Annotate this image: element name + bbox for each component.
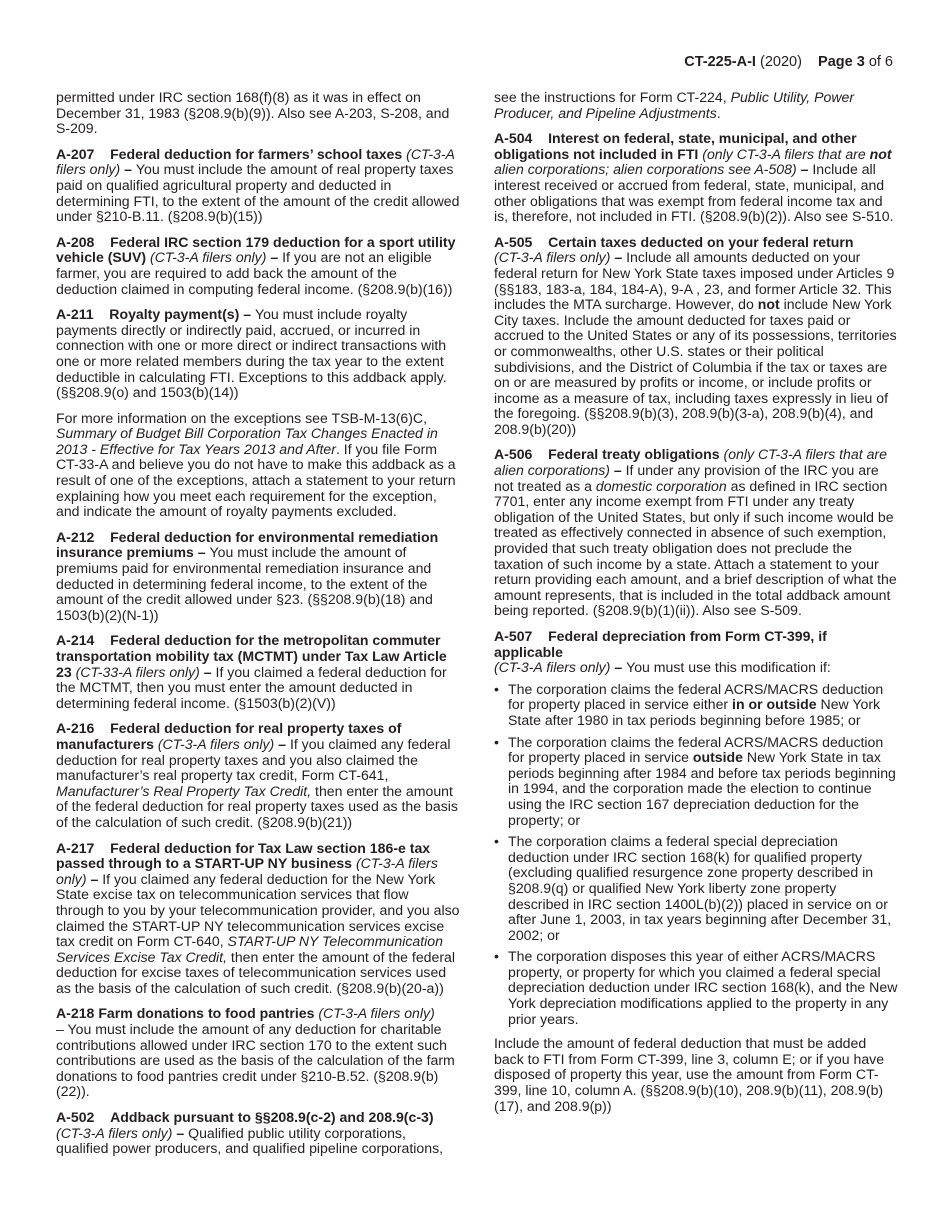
section-code: A-506 [494, 446, 533, 463]
form-title: START-UP NY Telecommunication Services Excise Tax Credit, [56, 933, 443, 965]
list-item [494, 682, 898, 729]
dash: – [609, 462, 626, 479]
section-title: Addback pursuant to §§208.9(c-2) and 208.9(c-3) [110, 1109, 434, 1126]
item-bold: in or outside [732, 696, 817, 713]
dash: – [120, 161, 136, 178]
left-column [56, 90, 460, 1167]
section-a218 [56, 1006, 460, 1100]
section-a502 [56, 1110, 460, 1157]
section-title: Federal IRC section 179 deduction for a sport utility vehicle (SUV) [56, 233, 456, 266]
filers-note: (CT-3-A filers only) [56, 855, 438, 887]
section-title: Interest on federal, state, municipal, and other obligations not included in FTI [494, 130, 857, 162]
emphasis-not: not [757, 296, 780, 313]
section-a507 [494, 629, 898, 676]
section-title: Federal treaty obligations [548, 446, 720, 463]
section-code: A-218 [56, 1005, 95, 1022]
section-title: Certain taxes deducted on your federal return [548, 233, 854, 250]
section-a506 [494, 447, 898, 619]
filers-note: (CT-3-A filers only) [318, 1005, 435, 1022]
dash: – [199, 663, 216, 680]
filers-note: (CT-3-A filers only) [150, 249, 267, 266]
section-body: If you claimed any federal deduction for real property taxes and you also claimed the manufacturer’s real property tax credit, Form CT-641, [56, 735, 451, 784]
section-title: Federal deduction for Tax Law section 186-e tax passed through to a START-UP NY business [56, 839, 431, 872]
page-of: of 6 [868, 54, 893, 70]
tsb-reference-paragraph [56, 411, 460, 520]
filers-note: (only CT-3-A filers that are alien corporations) [494, 446, 887, 479]
filers-note: (CT-3-A filers only) [56, 1124, 173, 1141]
list-item [494, 735, 898, 829]
section-body: Qualified public utility corporations, qualified power producers, and qualified pipeline corporations, [56, 1124, 444, 1157]
section-title: Federal deduction for farmers’ school taxes [110, 145, 403, 162]
item-pre: The corporation claims the federal ACRS/MACRS deduction for property placed in service [508, 733, 884, 766]
section-code: A-216 [56, 720, 95, 737]
section-body: If under any provision of the IRC you are not treated as a [494, 462, 879, 494]
section-code: A-502 [56, 1109, 95, 1126]
section-title: Federal deduction for the metropolitan commuter transportation mobility tax (MCTMT) under Tax Law Article 23 [56, 632, 447, 680]
section-body-cont: as defined in IRC section 7701, enter any income exempt from FTI under any treaty obligation of the United States, but only if such income would be treated as effectively connected in absence of such exemption, provided that such treaty obligation does not preclude the taxation of such income by a state. Attach a statement to your return providing each amount, and a brief description of what the amount represents, that is included in the total addback amount being reported. (§208.9(b)(1)(ii)). Also see S-509. [494, 477, 897, 619]
section-code: A-504 [494, 130, 533, 147]
section-body: You must use this modification if: [626, 659, 831, 676]
section-body: You must include the amount of real property taxes paid on qualified agricultural property and deducted in determining FTI, to the extent of the amount of the credit allowed under §210-B.11. (§208.9(b)(15)) [56, 161, 460, 225]
item-pre: The corporation claims the federal ACRS/MACRS deduction for property placed in service either [508, 680, 884, 713]
tsb-pre: For more information on the exceptions see TSB-M-13(6)C, [56, 409, 428, 426]
paragraph-continuation: permitted under IRC section 168(f)(8) as it was in effect on December 31, 1983 (§208.9(b)(9)). Also see A-203, S-208, and S-209. [56, 89, 450, 137]
list-item: • The corporation disposes this year of either ACRS/MACRS property, or property for which you claimed a federal special depreciation deduction under IRC section 168(k), and the New York depreciation modifications applied to the property in any prior years. [494, 949, 898, 1027]
form-title: Manufacturer’s Real Property Tax Credit, [56, 782, 312, 799]
list-item: • The corporation claims a federal special depreciation deduction under IRC section 168(k) for qualified property (excluding qualified resurgence zone property described in §208.9(q) or qualified New York liberty zone property described in IRC section 1400L(b)(2)) placed in service on or after June 1, 2003, in tax years beginning after December 31, 2002; or [494, 834, 898, 943]
section-a208 [56, 235, 460, 297]
filers-note: (CT-3-A filers only) [56, 145, 455, 178]
section-a211 [56, 307, 460, 401]
defined-term: domestic corporation [595, 477, 727, 494]
section-body: You must include the amount of premiums paid for environmental remediation insurance and deducted in determining federal income, to the extent of the amount of the credit allowed under §23. (§§208.9(b)(18) and 1503(b)(2)(N-1)) [56, 544, 433, 623]
page-header [684, 54, 893, 70]
section-code: A-217 [56, 839, 95, 856]
section-body-cont: then enter the amount of the federal deduction for real property taxes used as the basis of the calculation of such credit. (§208.9(b)(21)) [56, 782, 458, 830]
section-code: A-214 [56, 632, 95, 649]
section-code: A-207 [56, 145, 95, 162]
form-year: (2020) [759, 54, 802, 70]
section-a207 [56, 147, 460, 225]
filers-post: alien corporations; alien corporations see A-508) [494, 161, 797, 178]
dash: – [610, 249, 627, 266]
section-a505 [494, 235, 898, 438]
dash: – [193, 544, 210, 561]
filers-note: (CT-33-A filers only) [75, 663, 200, 680]
section-a214 [56, 633, 460, 711]
item-post: New York State in tax periods beginning after 1984 and before tax periods beginning in 1994, and the corporation made the election to continue using the IRC section 167 depreciation deduction for the property; or [508, 749, 896, 828]
dash: – [274, 735, 290, 752]
section-body-cont: include New York City taxes. Include the amount deducted for taxes paid or accrued to the United States or any of its possessions, territories or commonwealths, other U.S. states or their political subdivisions, and the District of Columbia if the tax or taxes are on or are measured by profits or income, or include profits or income as a measure of tax, including taxes expressly in lieu of the foregoing. (§§208.9(b)(3), 208.9(b)(3-a), 208.9(b)(4), and 208.9(b)(20)) [494, 296, 897, 437]
item-bold: outside [692, 749, 743, 766]
section-a217 [56, 841, 460, 997]
filers-pre: (only CT-3-A filers that are [702, 145, 870, 162]
section-body: If you claimed a federal deduction for the MCTMT, then you must enter the amount deducted in determining federal income. (§1503(b)(2)(V)) [56, 663, 447, 711]
section-body-cont: then enter the amount of the federal deduction for excise taxes of telecommunication services used as the basis of the calculation of such credit. (§208.9(b)(20-a)) [56, 948, 456, 996]
section-code: A-505 [494, 233, 533, 250]
form-title: Public Utility, Power Producer, and Pipeline Adjustments [494, 89, 855, 121]
section-title: Federal deduction for environmental remediation insurance premiums [56, 528, 439, 561]
filers-not: not [869, 145, 892, 162]
dash: – [172, 1124, 189, 1141]
right-column [494, 90, 898, 1124]
section-code: A-212 [56, 528, 95, 545]
a507-closing-paragraph: Include the amount of federal deduction that must be added back to FTI from Form CT-399, line 3, column E; or if you have disposed of property this year, use the amount from Form CT-399, line 10, column A. (§§208.9(b)(10), 208.9(b)(11), 208.9(b)(17), and 208.9(p)) [494, 1035, 885, 1114]
a507-conditions-list [494, 682, 898, 1027]
section-code: A-211 [56, 306, 94, 323]
page-label: Page 3 [818, 54, 865, 70]
section-title: Farm donations to food pantries [98, 1005, 315, 1022]
section-code: A-208 [56, 233, 95, 250]
section-body: Include all interest received or accrued from federal, state, municipal, and other obligations that was exempt from federal income tax and is, therefore, not included in FTI. (§208.9(b)(2)). Also see S-510. [494, 161, 894, 225]
section-body: Include all amounts deducted on your federal return for New York State taxes imposed under Articles 9 (§§183, 183-a, 184, 184-A), 9-A , 23, and former Article 32. This includes the MTA surcharge. However, do [494, 249, 895, 313]
tsb-post: . If you file Form CT-33-A and believe you do not have to make this addback as a result of one of the exceptions, attach a statement to your return explaining how you meet each requirement for the exception, and indicate the amount of royalty payments excluded. [56, 440, 456, 520]
cont-pre: see the instructions for Form CT-224, [494, 89, 731, 105]
dash: – [239, 306, 255, 323]
filers-note: (CT-3-A filers only) [157, 735, 275, 752]
section-a212 [56, 530, 460, 624]
section-title: Federal deduction for real property taxes of manufacturers [56, 720, 402, 752]
section-body: If you claimed any federal deduction for the New York State excise tax on telecommunication services that flow through to you by your telecommunication provider, and you also claimed the START-UP NY telecommunication services excise tax credit on Form CT-640, [56, 870, 460, 950]
section-title: Royalty payment(s) [109, 306, 240, 323]
tsb-title: Summary of Budget Bill Corporation Tax Changes Enacted in 2013 - Effective for Tax Years 2013 and After [56, 425, 438, 457]
dash: – [610, 659, 627, 676]
section-title: Federal depreciation from Form CT-399, if applicable [494, 628, 827, 660]
section-body: If you are not an eligible farmer, you are required to add back the amount of the deduction claimed in computing federal income. (§208.9(b)(16)) [56, 249, 453, 297]
filers-note: (CT-3-A filers only) [494, 659, 611, 676]
item-post: New York State after 1980 in tax periods beginning before 1985; or [508, 696, 881, 728]
section-a216 [56, 721, 460, 830]
section-body: – You must include the amount of any deduction for charitable contributions allowed under IRC section 170 to the extent such contributions are used as the basis of the calculation of the farm donations to food pantries credit under §210-B.52. (§208.9(b)(22)). [56, 1021, 455, 1100]
dash: – [796, 161, 813, 178]
section-code: A-507 [494, 628, 533, 644]
filers-note: (CT-3-A filers only) [494, 249, 611, 266]
dash: – [266, 249, 283, 266]
form-id: CT-225-A-I [684, 54, 756, 70]
dash: – [86, 870, 103, 887]
paragraph-continuation [494, 90, 898, 121]
section-body: You must include royalty payments directly or indirectly paid, accrued, or incurred in connection with one or more direct or indirect transactions with one or more related members during the tax year to the extent deductible in calculating FTI. Exceptions to this addback apply. (§§208.9(o) and 1503(b)(14)) [56, 306, 447, 401]
section-a504 [494, 131, 898, 225]
cont-post: . [716, 104, 721, 121]
